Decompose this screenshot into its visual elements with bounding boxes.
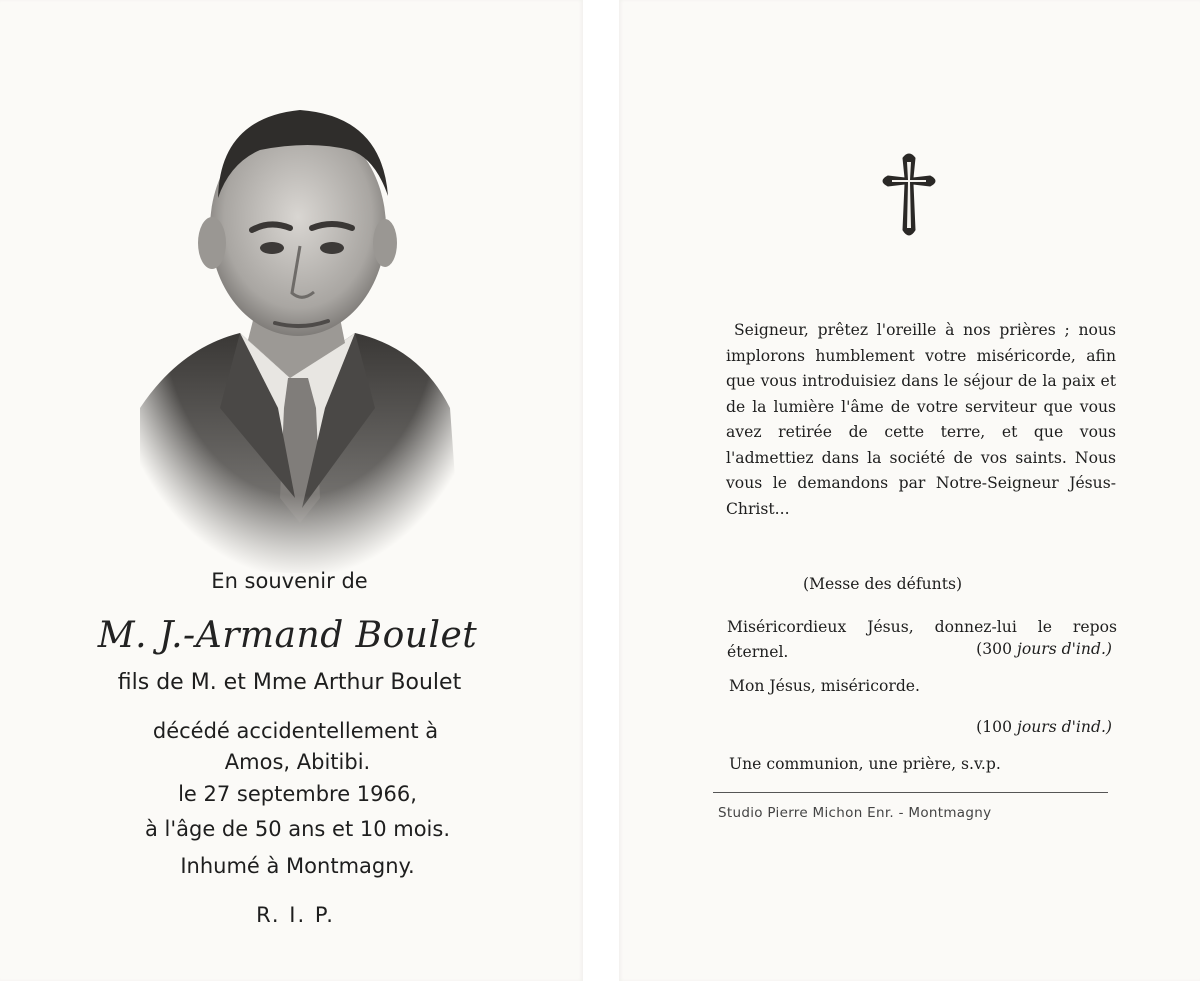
parents-line: fils de M. et Mme Arthur Boulet	[117, 670, 462, 695]
invocation-1: Miséricordieux Jésus, donnez-lui le repos éternel.	[727, 618, 1117, 661]
portrait-photo	[120, 78, 480, 578]
death-circumstance: décédé accidentellement à	[152, 719, 439, 743]
indulgence-2	[976, 718, 1112, 736]
deceased-name: M. J.-Armand Boulet	[97, 615, 478, 656]
burial-place: Inhumé à Montmagny.	[180, 854, 415, 878]
latin-cross-icon	[878, 150, 940, 240]
age-at-death: à l'âge de 50 ans et 10 mois.	[144, 817, 451, 841]
indulgence-1	[976, 640, 1112, 658]
rip-text: R. I. P.	[256, 903, 335, 927]
indulgence-2-unit: jours d'ind.)	[1016, 718, 1112, 736]
prayer-text: Seigneur, prêtez l'oreille à nos prières ; nous implorons humblement votre miséricorde, afin que vous introduisiez dans le séjour de la paix et de la lumière l'âme de votre serviteur que vous avez retirée de cette terre, et que vous l'admettiez dans la société de vos saints. Nous vous le demandons par Notre-Seigneur Jésus-Christ...	[726, 321, 1116, 518]
memorial-card-front	[0, 0, 583, 981]
indulgence-1-count: (300	[976, 640, 1013, 658]
prayer-request: Une communion, une prière, s.v.p.	[729, 755, 1001, 773]
prayer-source: (Messe des défunts)	[803, 575, 963, 593]
in-memory-heading: En souvenir de	[211, 569, 368, 593]
indulgence-1-unit: jours d'ind.)	[1016, 640, 1112, 658]
indulgence-2-count: (100	[976, 718, 1013, 736]
death-date: le 27 septembre 1966,	[178, 782, 417, 806]
card-gap	[583, 0, 619, 981]
invocation-2: Mon Jésus, miséricorde.	[729, 677, 920, 695]
studio-credit: Studio Pierre Michon Enr. - Montmagny	[718, 805, 992, 821]
death-place: Amos, Abitibi.	[224, 750, 371, 774]
divider	[713, 792, 1108, 793]
